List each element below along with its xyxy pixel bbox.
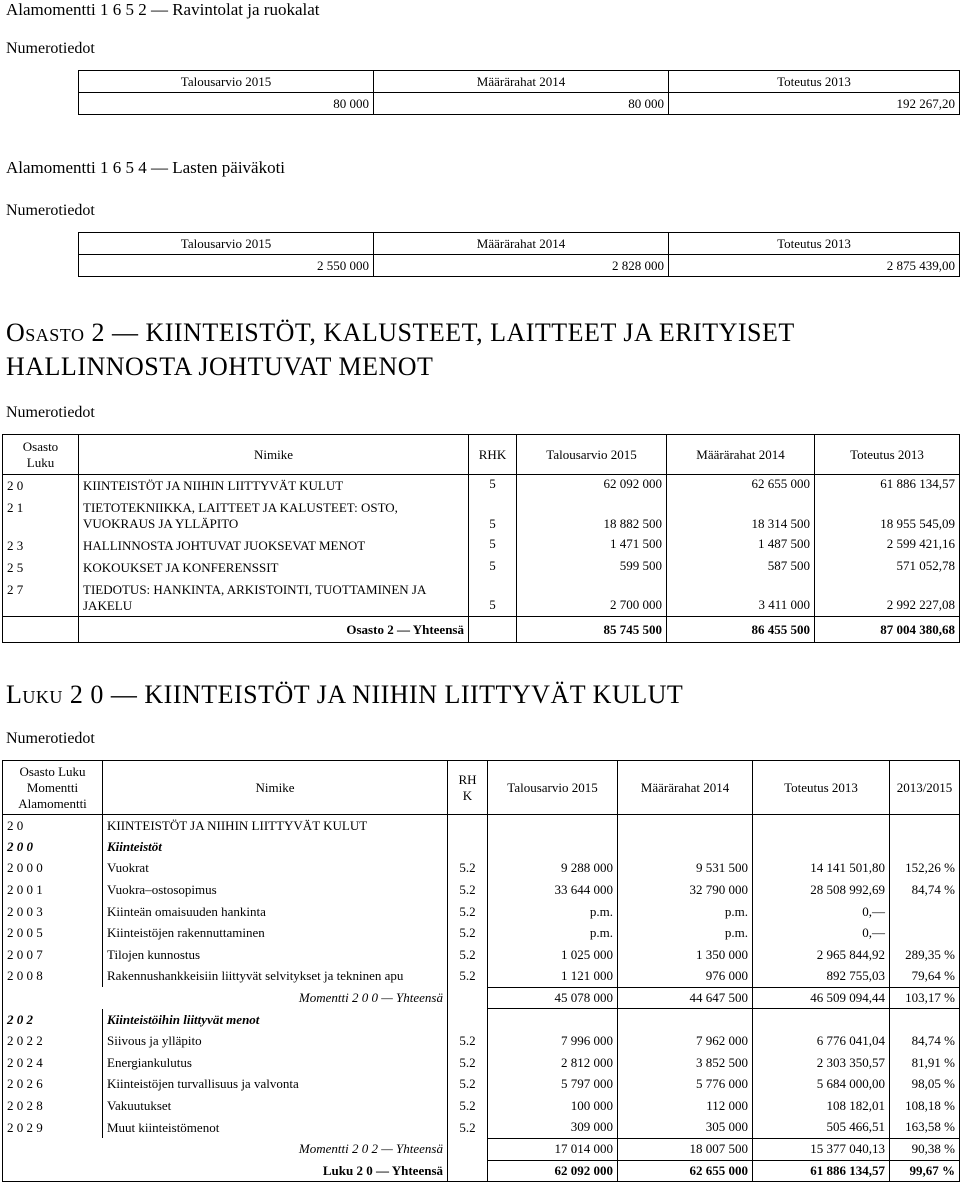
value-talousarvio: 80 000 <box>79 93 374 115</box>
row-rhk: 5 <box>469 557 517 579</box>
row-code: 2 5 <box>3 557 79 579</box>
header-osasto-luku <box>3 435 79 475</box>
row-rhk <box>448 987 488 1009</box>
table-row <box>3 922 960 944</box>
row-maararahat: 3 411 000 <box>667 579 815 617</box>
row-talousarvio <box>488 1009 618 1031</box>
total-talousarvio: 85 745 500 <box>517 617 667 643</box>
header-maararahat: Määrärahat 2014 <box>374 71 669 93</box>
row-talousarvio <box>488 815 618 837</box>
row-name: Luku 2 0 — Yhteensä <box>103 1160 448 1182</box>
header-ratio: 2013/2015 <box>890 761 960 815</box>
row-toteutus: 28 508 992,69 <box>753 879 890 901</box>
row-toteutus: 61 886 134,57 <box>753 1160 890 1182</box>
row-name: Kiinteän omaisuuden hankinta <box>103 901 448 923</box>
row-name: KIINTEISTÖT JA NIIHIN LIITTYVÄT KULUT <box>103 815 448 837</box>
table-row <box>3 966 960 988</box>
header-maararahat: Määrärahat 2014 <box>374 233 669 255</box>
row-talousarvio <box>488 836 618 858</box>
row-rhk: 5.2 <box>448 1030 488 1052</box>
header-rhk-line1: RH <box>458 771 477 787</box>
row-toteutus: 18 955 545,09 <box>815 497 960 535</box>
row-talousarvio: 62 092 000 <box>488 1160 618 1182</box>
row-rhk <box>448 815 488 837</box>
row-toteutus: 892 755,03 <box>753 966 890 988</box>
luku-title-prefix: Luku <box>6 680 63 709</box>
row-code: 2 0 0 0 <box>3 858 103 880</box>
row-talousarvio: 45 078 000 <box>488 987 618 1009</box>
header-luku: Luku <box>26 454 55 470</box>
section-title: Alamomentti 1 6 5 4 — Lasten päiväkoti <box>6 158 286 177</box>
row-code: 2 1 <box>3 497 79 535</box>
table-row <box>3 858 960 880</box>
row-maararahat: p.m. <box>618 922 753 944</box>
osasto-row <box>3 557 960 579</box>
row-maararahat: 18 007 500 <box>618 1138 753 1160</box>
row-toteutus: 0,— <box>753 922 890 944</box>
row-name: Kiinteistöjen turvallisuus ja valvonta <box>103 1074 448 1096</box>
row-name: Momentti 2 0 2 — Yhteensä <box>103 1138 448 1160</box>
row-toteutus: 571 052,78 <box>815 557 960 579</box>
row-code: 2 0 2 6 <box>3 1074 103 1096</box>
total-maararahat: 86 455 500 <box>667 617 815 643</box>
row-name-line1: KOKOUKSET JA KONFERENSSIT <box>83 559 279 575</box>
row-rhk: 5.2 <box>448 966 488 988</box>
row-code: 2 3 <box>3 535 79 557</box>
row-maararahat: 587 500 <box>667 557 815 579</box>
value-toteutus: 2 875 439,00 <box>669 255 960 277</box>
row-code: 2 0 2 4 <box>3 1052 103 1074</box>
row-toteutus: 108 182,01 <box>753 1095 890 1117</box>
total-toteutus: 87 004 380,68 <box>815 617 960 643</box>
value-maararahat: 80 000 <box>374 93 669 115</box>
row-code <box>3 1138 103 1160</box>
numerotiedot-label: Numerotiedot <box>6 404 95 421</box>
row-talousarvio: 9 288 000 <box>488 858 618 880</box>
header-talousarvio: Talousarvio 2015 <box>517 435 667 475</box>
table-row <box>3 879 960 901</box>
row-talousarvio: p.m. <box>488 901 618 923</box>
numerotiedot-label: Numerotiedot <box>6 40 95 57</box>
header-momentti: Momentti <box>26 779 79 795</box>
row-name-line1: TIEDOTUS: HANKINTA, ARKISTOINTI, TUOTTAMINEN JA <box>83 581 427 597</box>
row-rhk: 5.2 <box>448 1074 488 1096</box>
row-talousarvio: 17 014 000 <box>488 1138 618 1160</box>
row-name-line2: JAKELU <box>83 597 133 613</box>
row-maararahat: 5 776 000 <box>618 1074 753 1096</box>
row-name <box>79 557 469 579</box>
row-talousarvio: 1 025 000 <box>488 944 618 966</box>
row-rhk: 5.2 <box>448 1052 488 1074</box>
osasto-total-row <box>3 617 960 643</box>
row-maararahat: 9 531 500 <box>618 858 753 880</box>
row-talousarvio: 18 882 500 <box>517 497 667 535</box>
row-rhk <box>448 1009 488 1031</box>
row-talousarvio: 599 500 <box>517 557 667 579</box>
row-maararahat: 7 962 000 <box>618 1030 753 1052</box>
row-name <box>79 475 469 497</box>
subtotal-row <box>3 1160 960 1182</box>
row-name-line2: VUOKRAUS JA YLLÄPITO <box>83 515 239 531</box>
row-talousarvio: 2 812 000 <box>488 1052 618 1074</box>
row-maararahat: 62 655 000 <box>667 475 815 497</box>
row-code <box>3 1160 103 1182</box>
header-alamomentti: Alamomentti <box>18 795 87 811</box>
row-toteutus: 0,— <box>753 901 890 923</box>
table-row <box>3 1030 960 1052</box>
value-maararahat: 2 828 000 <box>374 255 669 277</box>
row-name: Kiinteistöt <box>103 836 448 858</box>
total-spacer <box>3 617 79 643</box>
row-code: 2 0 <box>3 815 103 837</box>
row-ratio <box>890 922 960 944</box>
row-code: 2 0 0 1 <box>3 879 103 901</box>
row-ratio: 108,18 % <box>890 1095 960 1117</box>
row-maararahat: 112 000 <box>618 1095 753 1117</box>
row-ratio <box>890 836 960 858</box>
numbers-table <box>78 70 960 115</box>
numbers-table <box>78 232 960 277</box>
row-rhk: 5.2 <box>448 1117 488 1139</box>
row-toteutus: 505 466,51 <box>753 1117 890 1139</box>
row-name: Kiinteistöihin liittyvät menot <box>103 1009 448 1031</box>
row-code: 2 0 2 8 <box>3 1095 103 1117</box>
luku-title-text: 2 0 — KIINTEISTÖT JA NIIHIN LIITTYVÄT KULUT <box>69 680 684 709</box>
row-name: Vuokra–ostosopimus <box>103 879 448 901</box>
table-row <box>3 1095 960 1117</box>
row-ratio: 152,26 % <box>890 858 960 880</box>
subtotal-row <box>3 987 960 1009</box>
header-toteutus: Toteutus 2013 <box>815 435 960 475</box>
header-talousarvio: Talousarvio 2015 <box>488 761 618 815</box>
row-rhk <box>448 836 488 858</box>
row-talousarvio: p.m. <box>488 922 618 944</box>
row-ratio <box>890 901 960 923</box>
header-nimike: Nimike <box>79 435 469 475</box>
numerotiedot-label: Numerotiedot <box>6 730 95 747</box>
row-name: Momentti 2 0 0 — Yhteensä <box>103 987 448 1009</box>
row-toteutus: 5 684 000,00 <box>753 1074 890 1096</box>
row-name <box>79 535 469 557</box>
row-toteutus <box>753 1009 890 1031</box>
value-toteutus: 192 267,20 <box>669 93 960 115</box>
row-ratio: 99,67 % <box>890 1160 960 1182</box>
row-maararahat <box>618 1009 753 1031</box>
row-talousarvio: 1 471 500 <box>517 535 667 557</box>
row-code: 2 0 <box>3 475 79 497</box>
section-title: Alamomentti 1 6 5 2 — Ravintolat ja ruokalat <box>6 0 320 19</box>
table-row <box>3 815 960 837</box>
row-toteutus: 2 303 350,57 <box>753 1052 890 1074</box>
row-code: 2 0 0 7 <box>3 944 103 966</box>
osasto-table <box>2 434 960 643</box>
header-toteutus: Toteutus 2013 <box>753 761 890 815</box>
row-maararahat: 18 314 500 <box>667 497 815 535</box>
header-rhk-line2: K <box>462 787 473 803</box>
row-talousarvio: 100 000 <box>488 1095 618 1117</box>
row-maararahat: 3 852 500 <box>618 1052 753 1074</box>
header-toteutus: Toteutus 2013 <box>669 233 960 255</box>
section-row <box>3 836 960 858</box>
row-rhk <box>448 1138 488 1160</box>
row-maararahat <box>618 815 753 837</box>
row-talousarvio: 309 000 <box>488 1117 618 1139</box>
row-code: 2 0 2 2 <box>3 1030 103 1052</box>
row-code: 2 0 0 8 <box>3 966 103 988</box>
row-name-line1: HALLINNOSTA JOHTUVAT JUOKSEVAT MENOT <box>83 537 366 553</box>
row-name-line1: TIETOTEKNIIKKA, LAITTEET JA KALUSTEET: OSTO, <box>83 499 398 515</box>
row-ratio: 84,74 % <box>890 879 960 901</box>
row-toteutus <box>753 815 890 837</box>
row-rhk: 5 <box>469 535 517 557</box>
row-toteutus: 14 141 501,80 <box>753 858 890 880</box>
osasto-title-line2: HALLINNOSTA JOHTUVAT MENOT <box>6 352 434 381</box>
row-talousarvio: 5 797 000 <box>488 1074 618 1096</box>
row-toteutus: 46 509 094,44 <box>753 987 890 1009</box>
table-row <box>3 1052 960 1074</box>
row-ratio: 103,17 % <box>890 987 960 1009</box>
section-row <box>3 1009 960 1031</box>
header-maararahat: Määrärahat 2014 <box>618 761 753 815</box>
header-talousarvio: Talousarvio 2015 <box>79 71 374 93</box>
row-ratio: 79,64 % <box>890 966 960 988</box>
luku-table <box>2 760 960 1182</box>
header-nimike: Nimike <box>103 761 448 815</box>
row-ratio: 98,05 % <box>890 1074 960 1096</box>
row-name: Kiinteistöjen rakennuttaminen <box>103 922 448 944</box>
header-codes <box>3 761 103 815</box>
row-ratio: 163,58 % <box>890 1117 960 1139</box>
subtotal-row <box>3 1138 960 1160</box>
header-rhk <box>448 761 488 815</box>
row-code: 2 0 0 5 <box>3 922 103 944</box>
row-rhk: 5 <box>469 475 517 497</box>
osasto-title-line1 <box>6 318 795 348</box>
row-code: 2 0 2 9 <box>3 1117 103 1139</box>
table-row <box>3 901 960 923</box>
row-ratio <box>890 815 960 837</box>
row-name <box>79 579 469 617</box>
header-osasto: Osasto <box>22 438 59 454</box>
header-toteutus: Toteutus 2013 <box>669 71 960 93</box>
row-talousarvio: 62 092 000 <box>517 475 667 497</box>
row-maararahat: 1 487 500 <box>667 535 815 557</box>
row-talousarvio: 33 644 000 <box>488 879 618 901</box>
row-rhk <box>448 1160 488 1182</box>
row-ratio: 289,35 % <box>890 944 960 966</box>
row-name: Energiankulutus <box>103 1052 448 1074</box>
row-code: 2 0 2 <box>3 1009 103 1031</box>
row-rhk: 5.2 <box>448 1095 488 1117</box>
row-ratio: 84,74 % <box>890 1030 960 1052</box>
row-maararahat: 62 655 000 <box>618 1160 753 1182</box>
row-name: Muut kiinteistömenot <box>103 1117 448 1139</box>
row-maararahat: 1 350 000 <box>618 944 753 966</box>
osasto-row <box>3 535 960 557</box>
row-toteutus: 2 965 844,92 <box>753 944 890 966</box>
row-name: Vakuutukset <box>103 1095 448 1117</box>
row-rhk: 5.2 <box>448 879 488 901</box>
row-rhk: 5.2 <box>448 858 488 880</box>
row-toteutus: 2 992 227,08 <box>815 579 960 617</box>
value-talousarvio: 2 550 000 <box>79 255 374 277</box>
row-code <box>3 987 103 1009</box>
row-maararahat: 305 000 <box>618 1117 753 1139</box>
total-rhk <box>469 617 517 643</box>
luku-title <box>6 680 683 710</box>
row-rhk: 5.2 <box>448 944 488 966</box>
row-code: 2 0 0 <box>3 836 103 858</box>
table-row <box>3 944 960 966</box>
row-ratio <box>890 1009 960 1031</box>
row-rhk: 5.2 <box>448 922 488 944</box>
row-ratio: 90,38 % <box>890 1138 960 1160</box>
row-maararahat: 32 790 000 <box>618 879 753 901</box>
row-name-line1: KIINTEISTÖT JA NIIHIN LIITTYVÄT KULUT <box>83 478 344 493</box>
row-name <box>79 497 469 535</box>
osasto-row <box>3 579 960 617</box>
header-maararahat: Määrärahat 2014 <box>667 435 815 475</box>
osasto-row <box>3 475 960 497</box>
row-maararahat <box>618 836 753 858</box>
row-code: 2 7 <box>3 579 79 617</box>
row-ratio: 81,91 % <box>890 1052 960 1074</box>
row-name: Siivous ja ylläpito <box>103 1030 448 1052</box>
osasto-row <box>3 497 960 535</box>
row-talousarvio: 1 121 000 <box>488 966 618 988</box>
row-maararahat: 976 000 <box>618 966 753 988</box>
row-code: 2 0 0 3 <box>3 901 103 923</box>
header-rhk: RHK <box>469 435 517 475</box>
header-osasto-luku: Osasto Luku <box>19 763 86 779</box>
row-name: Vuokrat <box>103 858 448 880</box>
table-row <box>3 1074 960 1096</box>
row-toteutus: 6 776 041,04 <box>753 1030 890 1052</box>
table-row <box>3 1117 960 1139</box>
row-rhk: 5.2 <box>448 901 488 923</box>
row-rhk: 5 <box>469 497 517 535</box>
row-maararahat: p.m. <box>618 901 753 923</box>
row-name: Rakennushankkeisiin liittyvät selvitykset ja tekninen apu <box>103 966 448 988</box>
row-talousarvio: 2 700 000 <box>517 579 667 617</box>
total-label: Osasto 2 — Yhteensä <box>79 617 469 643</box>
row-name: Tilojen kunnostus <box>103 944 448 966</box>
row-maararahat: 44 647 500 <box>618 987 753 1009</box>
osasto-title-prefix: Osasto <box>6 318 85 347</box>
header-talousarvio: Talousarvio 2015 <box>79 233 374 255</box>
row-toteutus <box>753 836 890 858</box>
osasto-title-text: 2 — KIINTEISTÖT, KALUSTEET, LAITTEET JA ERITYISET <box>91 318 795 347</box>
row-talousarvio: 7 996 000 <box>488 1030 618 1052</box>
row-toteutus: 61 886 134,57 <box>815 475 960 497</box>
row-toteutus: 2 599 421,16 <box>815 535 960 557</box>
row-rhk: 5 <box>469 579 517 617</box>
numerotiedot-label: Numerotiedot <box>6 202 95 219</box>
row-toteutus: 15 377 040,13 <box>753 1138 890 1160</box>
